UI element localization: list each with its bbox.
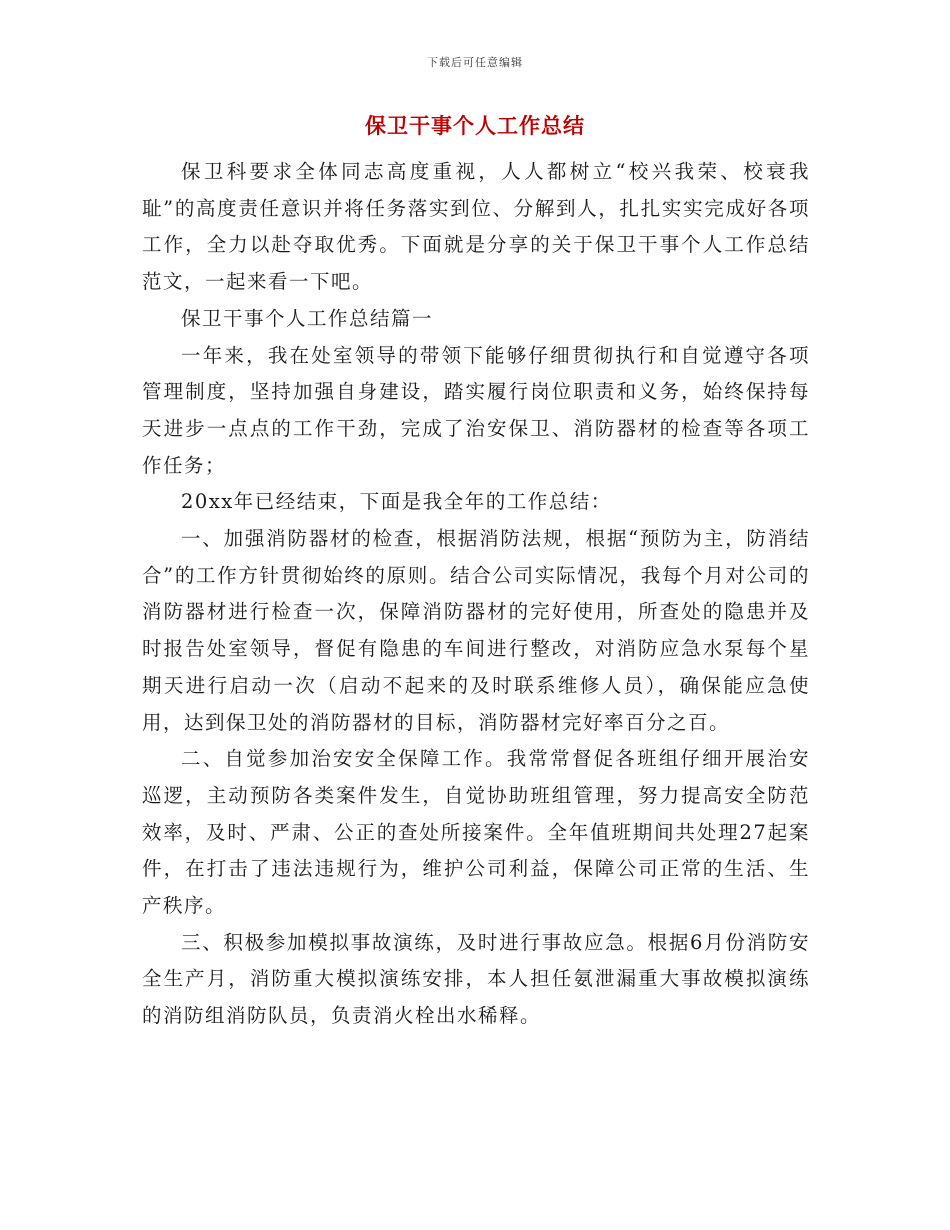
body-paragraph: 三、积极参加模拟事故演练，及时进行事故应急。根据6月份消防安全生产月，消防重大模拟演练安排，本人担任氨泄漏重大事故模拟演练的消防组消防队员，负责消火栓出水稀释。 (142, 930, 810, 1028)
body-paragraph: 一年来，我在处室领导的带领下能够仔细贯彻执行和自觉遵守各项管理制度，坚持加强自身建设，踏实履行岗位职责和义务，始终保持每天进步一点点的工作干劲，完成了治安保卫、消防器材的检查等各项工作任务； (142, 343, 810, 477)
header-note: 下载后可任意编辑 (427, 56, 523, 69)
body-paragraph: 一、加强消防器材的检查，根据消防法规，根据“预防为主，防消结合”的工作方针贯彻始终的原则。结合公司实际情况，我每个月对公司的消防器材进行检查一次，保障消防器材的完好使用，所查处的隐患并及时报告处室领导，督促有隐患的车间进行整改，对消防应急水泵每个星期天进行启动一次（启动不起来的及时联系维修人员），确保能应急使用，达到保卫处的消防器材的目标，消防器材完好率百分之百。 (142, 527, 810, 734)
body-paragraph: 20xx年已经结束，下面是我全年的工作总结： (181, 490, 612, 514)
intro-paragraph: 保卫科要求全体同志高度重视，人人都树立“校兴我荣、校衰我耻”的高度责任意识并将任务落实到位、分解到人，扎扎实实完成好各项工作，全力以赴夺取优秀。下面就是分享的关于保卫干事个人工作总结范文，一起来看一下吧。 (142, 160, 810, 294)
document-title: 保卫干事个人工作总结 (365, 113, 585, 138)
body-paragraph: 二、自觉参加治安安全保障工作。我常常督促各班组仔细开展治安巡逻，主动预防各类案件发生，自觉协助班组管理，努力提高安全防范效率，及时、严肃、公正的查处所接案件。全年值班期间共处理27起案件，在打击了违法违规行为，维护公司利益，保障公司正常的生活、生产秩序。 (142, 747, 810, 918)
section-heading: 保卫干事个人工作总结篇一 (181, 306, 434, 330)
document-body (142, 154, 810, 1035)
